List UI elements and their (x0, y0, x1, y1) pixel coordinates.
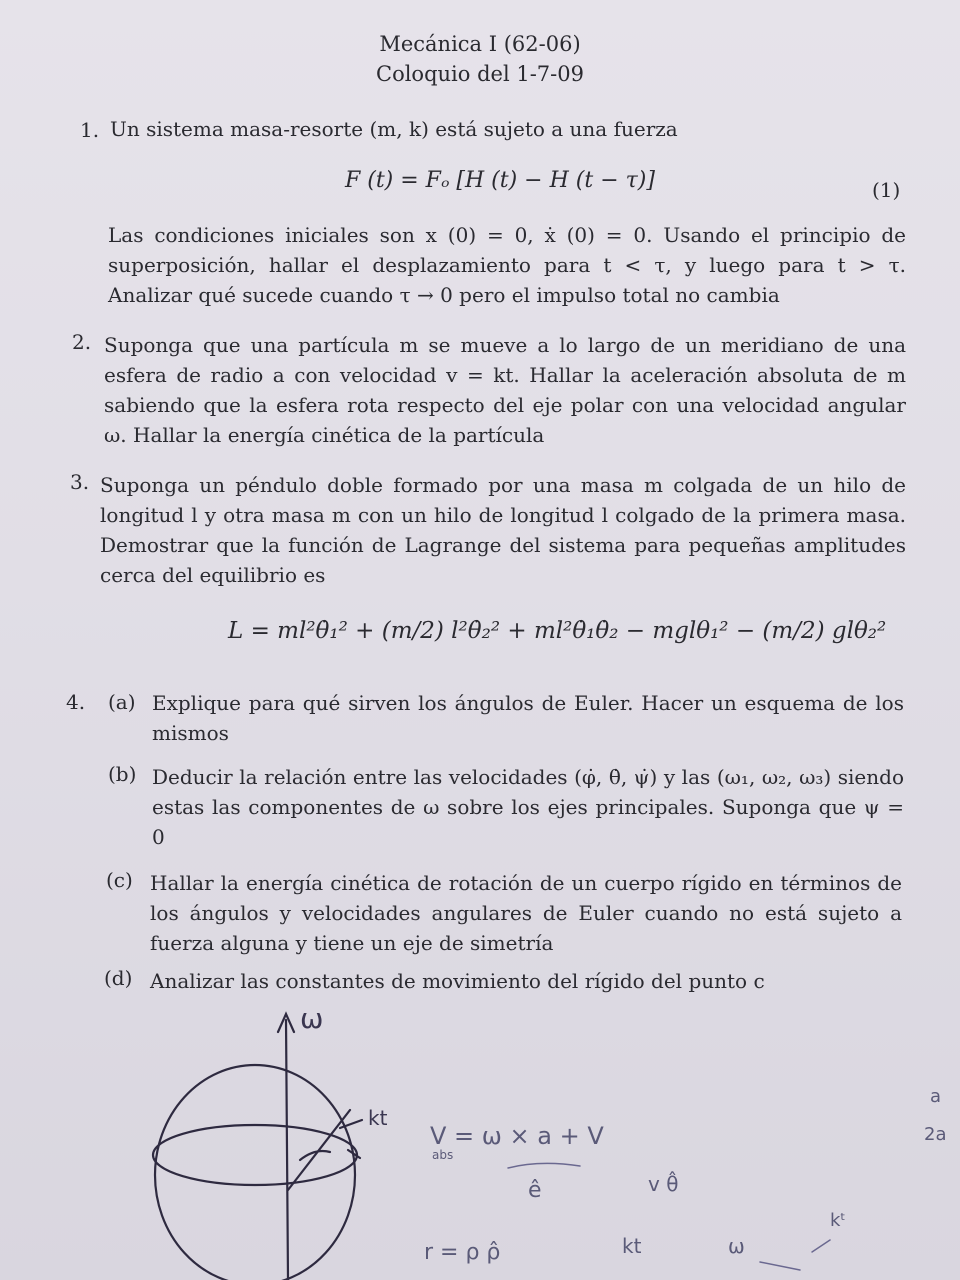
problem-4c-text: Hallar la energía cinética de rotación de un cuerpo rígido en términos de los ángulos y velocidades angulares de Euler cuando no está sujeto a fuerza alguna y tiene un eje de simetría (150, 871, 902, 955)
problem-3-text: Suponga un péndulo doble formado por una masa m colgada de un hilo de longitud l y otra masa m con un hilo de longitud l colgado de la primera masa. Demostrar que la función de Lagrange del sistema para pequeñas amplitudes cerca del equilibrio es (100, 473, 906, 587)
problem-4d-text: Analizar las constantes de movimiento del rígido del punto c (150, 969, 765, 993)
handwritten-omega-axis: ω (300, 1002, 324, 1035)
handwritten-kt: kt (368, 1106, 388, 1130)
problem-4b-text: Deducir la relación entre las velocidades (φ̇, θ̇, ψ̇) y las (ω₁, ω₂, ω₃) siendo estas las componentes de ω sobre los ejes principales. Suponga que ψ = 0 (152, 765, 904, 849)
problem-3-equation: L = ml²θ̇₁² + (m/2) l²θ̇₂² + ml²θ̇₁θ̇₂ − mglθ₁² − (m/2) glθ₂² (228, 618, 887, 644)
handwritten-margin-a: a (930, 1086, 942, 1107)
problem-1-number: 1. (80, 118, 100, 142)
handwritten-velocity-equation: V = ω × a + V (430, 1122, 604, 1150)
problem-1-equation: F (t) = Fₒ [H (t) − H (t − τ)] (345, 168, 655, 193)
problem-3-number: 3. (70, 470, 90, 494)
problem-4b-label: (b) (108, 762, 137, 786)
handwritten-r-equation: r = ρ ρ̂ (424, 1240, 501, 1265)
problem-4a-text: Explique para qué sirven los ángulos de Euler. Hacer un esquema de los mismos (152, 691, 904, 745)
exam-subtitle: Coloquio del 1-7-09 (376, 62, 584, 86)
problem-2-number: 2. (72, 330, 92, 354)
problem-1-intro: Un sistema masa-resorte (m, k) está sujeto a una fuerza (110, 117, 678, 141)
problem-1-equation-number: (1) (872, 178, 901, 202)
handwritten-kt-2: kt (622, 1234, 642, 1258)
handwritten-abs-subscript: abs (432, 1148, 454, 1162)
problem-2-text: Suponga que una partícula m se mueve a lo largo de un meridiano de una esfera de radio a con velocidad v = kt. Hallar la aceleración absoluta de m sabiendo que la esfera rota respecto del eje polar con una velocidad angular ω. Hallar la energía cinética de la partícula (104, 333, 906, 447)
problem-4a-label: (a) (108, 690, 136, 714)
exam-title: Mecánica I (62-06) (379, 32, 581, 56)
handwritten-e-hat: ê (528, 1178, 542, 1203)
handwritten-omega-2: ω (728, 1234, 745, 1258)
problem-1-text: Las condiciones iniciales son x (0) = 0, ẋ (0) = 0. Usando el principio de superposición, hallar el desplazamiento para t < τ, y luego para t > τ. Analizar qué sucede cuando τ → 0 pero el impulso total no cambia (108, 223, 906, 307)
problem-4-number: 4. (66, 690, 86, 714)
handwritten-margin-2a: 2a (924, 1124, 947, 1145)
handwritten-kt-3: kᵗ (830, 1210, 846, 1231)
problem-4d-label: (d) (104, 966, 133, 990)
handwritten-v-theta-hat: v θ̂ (648, 1172, 679, 1196)
problem-4c-label: (c) (106, 868, 133, 892)
